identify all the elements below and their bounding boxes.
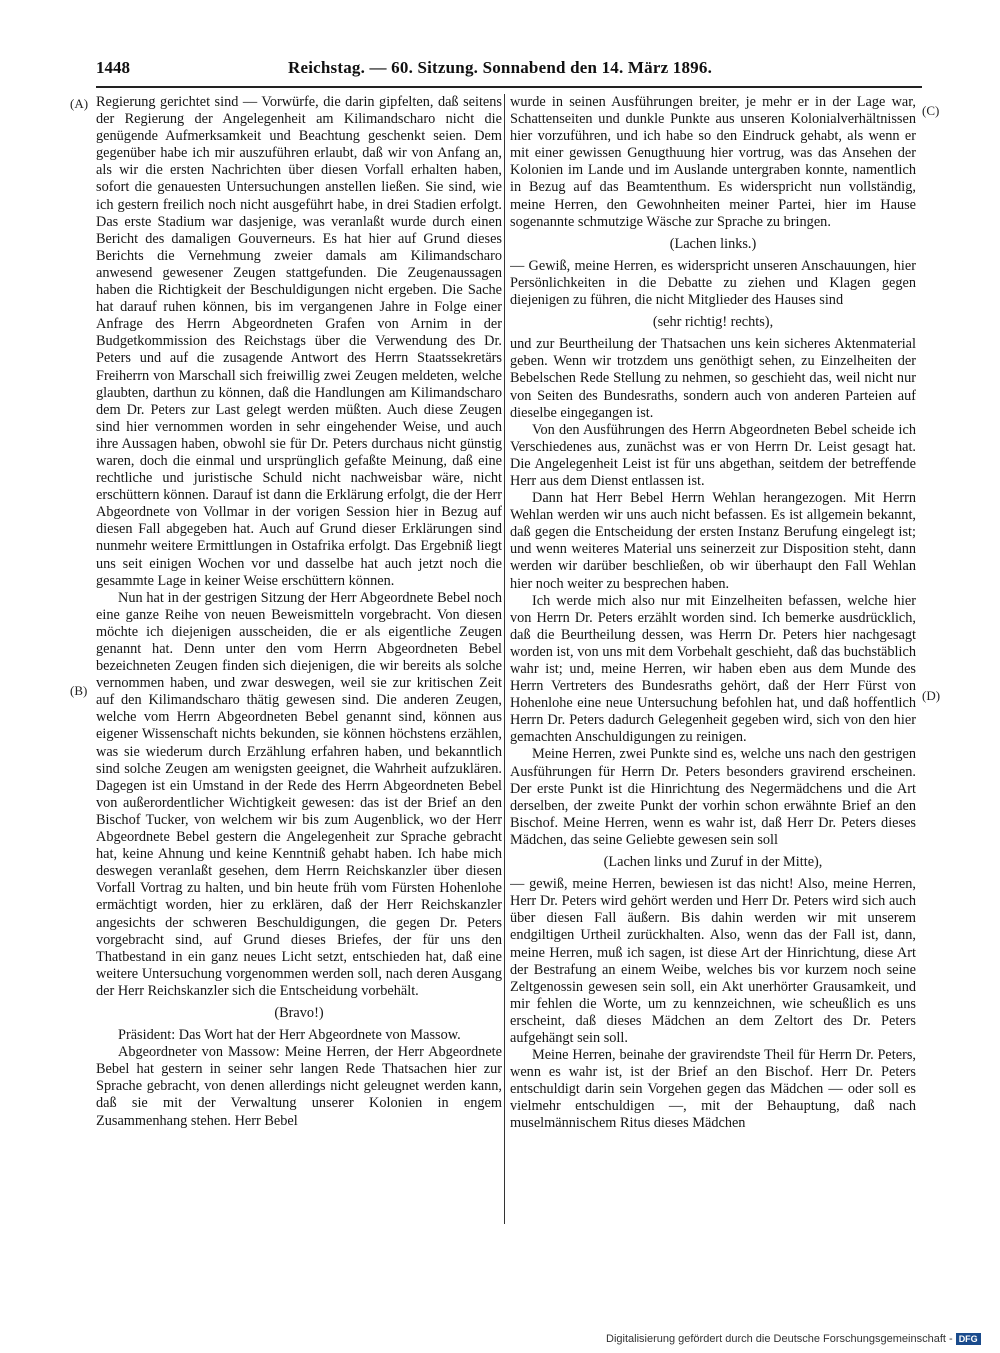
dfg-logo: DFG xyxy=(956,1333,981,1345)
footer-text: Digitalisierung gefördert durch die Deutsche Forschungsgemeinschaft - xyxy=(606,1333,953,1345)
header-rule xyxy=(96,86,922,88)
right-column-paragraph: Von den Ausführungen des Herrn Abgeordneten Bebel scheide ich Verschiedenes aus, zunächst was er von Herrn Dr. Leist gesagt hat. Die Angelegenheit Leist ist für uns abgethan, seitdem der betreffende Herr aus dem Dienst entlassen ist. xyxy=(510,421,916,489)
right-column-paragraph: Meine Herren, zwei Punkte sind es, welche uns nach den gestrigen Ausführungen für Herrn Dr. Peters besonders gravirend erscheinen. Der erste Punkt ist die Hinrichtung des Negermädchens und die Art derselben, der zweite Punkt der vorhin schon erwähnte Brief an den Bischof. Meine Herren, wenn es wahr ist, daß Herr Dr. Peters dieses Mädchen, das seine Geliebte gewesen sein soll xyxy=(510,746,916,848)
right-column-paragraph: — gewiß, meine Herren, bewiesen ist das nicht! Also, meine Herren, Herr Dr. Peters wird gehört werden und Herr Dr. Peters wird sich auch über diesen Fall äußern. Bis dahin werden wir mit unserem endgiltigen Urtheil zurückhalten. Also, wenn das der Fall ist, dann, meine Herren, muß ich sagen, ist diese Art der Hinrichtung, diese Art der Bestrafung an einem Weibe, welches bis vor kurzem noch seine Zeltgenossin gewesen sein soll, ein Akt unerhörter Grausamkeit, und mir fehlen die Worte, um zu kennzeichnen, wie scheußlich es uns erscheint, daß dieses Mädchen an dem Zeltort des Dr. Peters aufgehängt sein soll. xyxy=(510,876,916,1046)
footer-credit xyxy=(606,1333,981,1345)
left-column xyxy=(96,94,502,1224)
left-column-paragraph: Regierung gerichtet sind — Vorwürfe, die darin gipfelten, daß seitens der Regierung der Angelegenheit am Kilimandscharo nicht die genügende Aufmerksamkeit und Beachtung geschenkt seien. Dem gegenüber habe ich mir auszuführen erlaubt, daß wir von Anfang an, als wir die ersten Nachrichten über diesen Vorfall erhalten haben, sofort die genauesten Untersuchungen anstellen ließen. Sie sind, wie ich gestern freilich noch nicht ausgeführt habe, in drei Stadien erfolgt. Das erste Stadium war dasjenige, was veranlaßt wurde durch einen Bericht des damaligen Gouverneurs. Es hat hier auf Grund dieses Berichts die Vernehmung zweier damals am Kilimandscharo anwesend gewesener Zeugen stattgefunden. Die Zeugenaussagen haben die Richtigkeit der Beschuldigungen nicht ergeben. Die Sache hat darauf ruhen können, bis im vergangenen Jahre in Folge einer Anfrage des Herrn Abgeordneten Grafen von Arnim in der Budgetkommission des Reichstags über die Verwendung des Dr. Peters und auf die zusagende Antwort des Herrn Staatssekretärs Freiherrn von Marschall sich freiwillig zwei Zeugen meldeten, welche glaubten, darthun zu können, daß die Handlungen am Kilimandscharo dem Dr. Peters zur Last gelegt werden müßten. Auch diese Zeugen sind hier vernommen worden in sehr eingehender Weise, und auch ihre Aussagen haben, obwohl sie für Dr. Peters durchaus nicht günstig waren, doch die einmal und ursprünglich gefaßte Meinung, daß eine rechtliche und juristische Schuld nicht nachweisbar wäre, nicht erschüttern können. Darauf ist dann die Erklärung erfolgt, die der Herr Abgeordnete von Vollmar in der vorigen Session hier in Bezug auf diesen Fall abgegeben hat. Auch auf Grund dieser Erklärungen sind nunmehr weitere Ermittlungen in Ostafrika erfolgt. Das Ergebniß liegt uns seit einigen Wochen vor und dasselbe hat auch jetzt noch die gesammte Lage in keiner Weise erschüttern können. xyxy=(96,94,502,589)
margin-mark-a: (A) xyxy=(70,96,89,111)
right-column-paragraph: — Gewiß, meine Herren, es widerspricht unseren Anschauungen, hier Persönlichkeiten in die Debatte zu ziehen und Klagen gegen diejenigen zu führen, die nicht Mitglieder des Hauses sind xyxy=(510,257,916,309)
left-column-paragraph: Abgeordneter von Massow: Meine Herren, der Herr Abgeordnete Bebel hat gestern in seiner sehr langen Rede Thatsachen hier zur Sprache gebracht, von denen allerdings nicht geleugnet werden kann, daß sie mit der Verwaltung unserer Kolonien in engem Zusammenhang stehen. Herr Bebel xyxy=(96,1044,502,1129)
right-column-paragraph: wurde in seinen Ausführungen breiter, je mehr er in der Lage war, Schattenseiten und dunkle Punkte aus unseren Kolonialverhältnissen hier vorzuführen, und ich habe so den Eindruck gehabt, als wenn er mit einer gewissen Genugthuung hier vortrug, was das Ansehen der Kolonien im Lande und im Auslande untergraben konnte, namentlich in Bezug auf das Beamtenthum. Es widerspricht nun vollständig, meine Herren, den Gewohnheiten meiner Partei, hier im Hause sogenannte schmutzige Wäsche zur Sprache zu bringen. xyxy=(510,94,916,230)
right-column-paragraph: und zur Beurtheilung der Thatsachen uns kein sicheres Aktenmaterial geben. Wenn wir trotzdem uns genöthigt sehen, zu Einzelheiten der Bebelschen Rede Stellung zu nehmen, so geschieht das, weil nicht nur von Seiten des Bundesraths, sondern auch von anderen Parteien auf dieselbe eingegangen ist. xyxy=(510,336,916,421)
right-column-paragraph: Ich werde mich also nur mit Einzelheiten befassen, welche hier von Herrn Dr. Peters erzählt worden sind. Ich bemerke ausdrücklich, daß die Beurtheilung dessen, was Herrn Dr. Peters hier nachgesagt worden ist, von uns mit dem Vorbehalt geschieht, daß das buchstäblich wahr ist; und, meine Herren, wir haben eben aus dem Munde des Herrn Vertreters des Bundesraths gehört, daß der Herr Fürst von Hohenlohe eine neue Untersuchung befohlen hat, und daß hoffentlich Herrn Dr. Peters dadurch Gelegenheit gegeben wird, sich von den hier gemachten Anschuldigungen zu reinigen. xyxy=(510,592,916,746)
left-column-paragraph: (Bravo!) xyxy=(274,1004,324,1021)
margin-mark-b: (B) xyxy=(70,683,88,698)
right-column-paragraph: (Lachen links.) xyxy=(669,235,757,252)
margin-mark-c: (C) xyxy=(922,103,940,118)
right-column-paragraph: Dann hat Herr Bebel Herrn Wehlan herangezogen. Mit Herrn Wehlan werden wir uns auch nicht befassen. Es ist allgemein bekannt, daß gegen die Entscheidung der ersten Instanz Berufung eingelegt ist; und wenn weiteres Material uns seinerzeit zur Disposition steht, dann werden wir darüber beschließen, ob wir überhaupt den Fall Wehlan hier noch weiter zu besprechen haben. xyxy=(510,490,916,592)
running-header xyxy=(96,58,922,82)
left-column-paragraph: Präsident: Das Wort hat der Herr Abgeordnete von Massow. xyxy=(118,1027,461,1044)
page-number: 1448 xyxy=(96,58,130,77)
right-column-paragraph: (sehr richtig! rechts), xyxy=(652,314,774,331)
left-column-paragraph: Nun hat in der gestrigen Sitzung der Herr Abgeordnete Bebel noch eine ganze Reihe von neuen Beweismitteln vorgebracht. Von diesen möchte ich diejenigen ausscheiden, die er als eigentliche Zeugen genannt hat. Denn unter den vom Herrn Abgeordneten Bebel bezeichneten Zeugen finden sich diejenigen, die wir bereits als solche vernommen haben, und zwar deswegen, weil sie zur kritischen Zeit auf den Kilimandscharo thätig gewesen sind. Die anderen Zeugen, welche vom Herrn Abgeordneten Bebel genannt sind, können aus eigener Wissenschaft nichts bekunden, sie können höchstens erzählen, was sie wiederum durch Erzählung erfahren haben, und bekanntlich sind solche Zeugen am wenigsten geeignet, die Wahrheit aufzuklären. Dagegen ist ein Umstand in der Rede des Herrn Abgeordneten Bebel von außerordentlicher Wichtigkeit gewesen: das ist der Brief an den Bischof Tucker, von welchem wir bis zum Augenblick, wo der Herr Abgeordnete Bebel gestern die Angelegenheit zur Sprache gebracht hat, keine Ahnung und keine Kenntniß gehabt haben. Ich habe mich deswegen veranlaßt gesehen, dem Herrn Reichskanzler über diesen Vorfall Vortrag zu halten, und bin heute früh vom Fürsten Hohenlohe ermächtigt worden, hier zu erklären, daß der Herr Reichskanzler angesichts der schweren Beschuldigungen, die gegen Dr. Peters vorgebracht sind, auf Grund dieses Briefes, der für uns den Thatbestand in ein ganz neues Licht setzt, entschieden hat, daß eine weitere Untersuchung vorgenommen werden soll, nach deren Ausgang der Herr Reichskanzler sich die Entscheidung vorbehält. xyxy=(96,589,502,999)
right-column xyxy=(510,94,916,1224)
column-divider xyxy=(504,94,505,1224)
right-column-paragraph: Meine Herren, beinahe der gravirendste Theil für Herrn Dr. Peters, wenn es wahr ist, ist der Brief an den Bischof. Herr Dr. Peters entschuldigt darin sein Vorgehen gegen das Mädchen — oder soll es vielmehr entschuldigen —, mit der Behauptung, daß nach muselmännischem Ritus dieses Mädchen xyxy=(510,1047,916,1132)
right-column-paragraph: (Lachen links und Zuruf in der Mitte), xyxy=(603,854,823,871)
running-title: Reichstag. — 60. Sitzung. Sonnabend den 14. März 1896. xyxy=(288,58,713,77)
margin-mark-d: (D) xyxy=(922,688,941,703)
